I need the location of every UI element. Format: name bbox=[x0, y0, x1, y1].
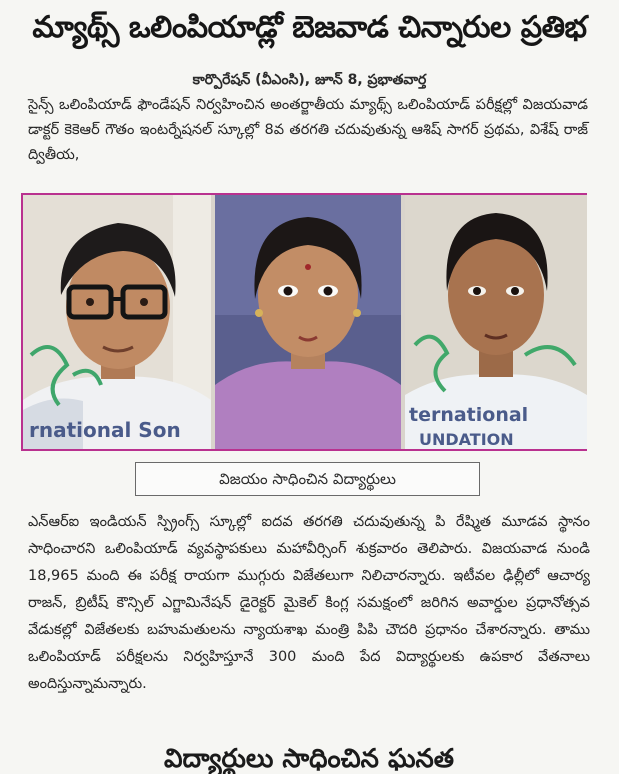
headline: మ్యాథ్స్ ఒలింపియాడ్లో బెజవాడ చిన్నారుల ప్రతిభ bbox=[32, 10, 587, 45]
shirt-text-left: rnational Son bbox=[29, 418, 181, 442]
photo-caption: విజయం సాధించిన విద్యార్థులు bbox=[135, 462, 480, 496]
photo-collage bbox=[21, 193, 587, 451]
shirt-text-right-2: UNDATION bbox=[419, 430, 514, 449]
student-photo-middle bbox=[215, 195, 401, 449]
student-photo-left bbox=[23, 195, 211, 449]
next-headline-clipped: విద్యార్థులు సాధించిన ఘనత bbox=[164, 744, 454, 774]
shirt-text-right: ternational bbox=[409, 404, 529, 426]
article-paragraph-1: సైన్స్ ఒలింపియాడ్ ఫౌండేషన్ నిర్వహించిన అంతర్జాతీయ మ్యాథ్స్ ఒలింపియాడ్ పరీక్షల్లో విజయవాడ డాక్టర్ కెకెఆర్ గౌతం ఇంటర్నేషనల్ స్కూల్లో 8వ తరగతి చదువుతున్న ఆశిష్ సాగర్ ప్రథమ, విశేష్ రాజ్ ద్వితీయ, bbox=[28, 97, 588, 163]
dateline: కార్పొరేషన్ (వీఎంసి), జూన్ 8, ప్రభాతవార్త bbox=[192, 72, 427, 88]
article-paragraph-2: ఎన్ఆర్ఐ ఇండియన్ స్ప్రింగ్స్ స్కూల్లో ఐదవ తరగతి చదువుతున్న పి రేష్మిత మూడవ స్థానం సాధించారని ఒలింపియాడ్ వ్యవస్థాపకులు మహావీర్సింగ్ శుక్రవారం తెలిపారు. విజయవాడ నుండి 18,965 మంది ఈ పరీక్ష రాయగా ముగ్గురు విజేతలుగా నిలిచారన్నారు. ఇటీవల ఢిల్లీలో ఆచార్య రాజన్, బ్రిటీష్ కౌన్సిల్ ఎగ్జామినేషన్ డైరెక్టర్ మైకెల్ కింగ్ల సమక్షంలో జరిగిన అవార్డుల ప్రధానోత్సవ వేడుకల్లో విజేతలకు బహుమతులను న్యాయశాఖ మంత్రి పిపి చౌదరి ప్రధానం చేశారన్నారు. తాము ఒలింపియాడ్ పరీక్షలను నిర్వహిస్తూనే 300 మంది పేద విద్యార్థులకు ఉపకార వేతనాలు అందిస్తున్నామన్నారు. bbox=[28, 514, 590, 692]
student-photo-right bbox=[405, 195, 587, 449]
